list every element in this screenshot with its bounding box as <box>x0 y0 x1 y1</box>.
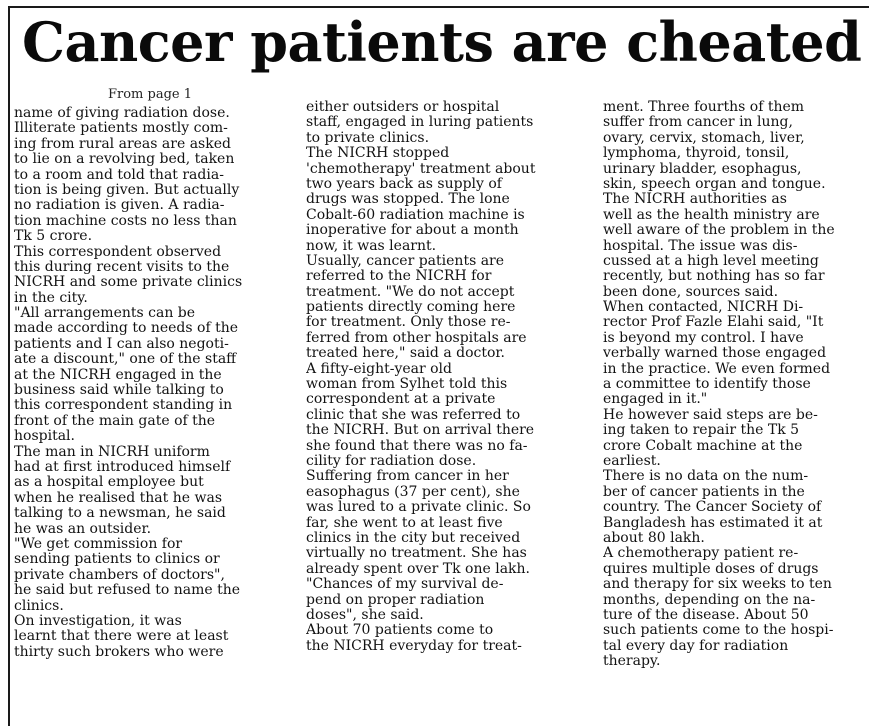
text-line: About 70 patients come to <box>306 623 494 639</box>
text-line: The NICRH stopped <box>306 146 450 162</box>
text-line: the NICRH. But on arrival there <box>306 423 535 439</box>
text-line: suffer from cancer in lung, <box>603 115 793 131</box>
article-headline: Cancer patients are cheated <box>22 10 862 74</box>
left-border-rule <box>8 6 10 726</box>
text-line: clinic that she was referred to <box>306 407 521 423</box>
text-line: sending patients to clinics or <box>14 552 220 568</box>
text-line: On investigation, it was <box>14 613 182 629</box>
text-line: 'chemotherapy' treatment about <box>306 161 536 177</box>
text-line: quires multiple doses of drugs <box>603 561 819 577</box>
text-line: to private clinics. <box>306 130 430 146</box>
text-line: When contacted, NICRH Di- <box>603 300 804 316</box>
text-line: treatment. "We do not accept <box>306 284 515 300</box>
text-line: doses", she said. <box>306 607 424 623</box>
text-line: name of giving radiation dose. <box>14 106 230 121</box>
text-line: patients directly coming here <box>306 300 516 316</box>
text-line: well as the health ministry are <box>603 207 820 223</box>
article-column-1 <box>14 106 282 660</box>
text-line: This correspondent observed <box>14 244 222 260</box>
text-line: at the NICRH engaged in the <box>14 367 222 383</box>
text-line: Usually, cancer patients are <box>306 253 505 269</box>
text-line: A fifty-eight-year old <box>306 361 452 377</box>
text-line: country. The Cancer Society of <box>603 500 822 516</box>
text-line: The NICRH authorities as <box>603 192 787 208</box>
text-line: ture of the disease. About 50 <box>603 607 809 623</box>
text-line: ing taken to repair the Tk 5 <box>603 423 800 439</box>
text-line: to a room and told that radia- <box>14 167 224 183</box>
text-line: was lured to a private clinic. So <box>306 500 531 516</box>
text-line: already spent over Tk one lakh. <box>306 561 530 577</box>
text-line: correspondent at a private <box>306 392 496 408</box>
text-line: she found that there was no fa- <box>306 438 528 454</box>
text-line: cility for radiation dose. <box>306 453 477 469</box>
text-line: tion machine costs no less than <box>14 213 237 229</box>
text-line: easophagus (37 per cent), she <box>306 484 520 500</box>
text-line: this during recent visits to the <box>14 259 230 275</box>
text-line: cussed at a high level meeting <box>603 253 819 269</box>
text-line: ate a discount," one of the staff <box>14 352 237 368</box>
text-line: therapy. <box>603 654 661 670</box>
text-line: months, depending on the na- <box>603 592 816 608</box>
text-line: thirty such brokers who were <box>14 644 224 660</box>
text-line: Suffering from cancer in her <box>306 469 509 485</box>
top-border-rule <box>8 6 869 8</box>
text-line: lymphoma, thyroid, tonsil, <box>603 146 790 162</box>
text-line: far, she went to at least five <box>306 515 503 531</box>
text-line: and therapy for six weeks to ten <box>603 577 832 593</box>
text-line: clinics. <box>14 598 64 614</box>
text-line: in the city. <box>14 290 88 306</box>
text-line: ferred from other hospitals are <box>306 330 527 346</box>
text-line: He however said steps are be- <box>603 407 818 423</box>
text-line: when he realised that he was <box>14 490 222 506</box>
text-line: Illiterate patients mostly com- <box>14 121 228 137</box>
text-line: Bangladesh has estimated it at <box>603 515 823 531</box>
text-line: NICRH and some private clinics <box>14 275 243 291</box>
text-line: private chambers of doctors", <box>14 567 225 583</box>
text-line: either outsiders or hospital <box>306 100 500 115</box>
text-line: recently, but nothing has so far <box>603 269 825 285</box>
text-line: drugs was stopped. The lone <box>306 192 510 208</box>
text-line: he was an outsider. <box>14 521 152 537</box>
text-line: inoperative for about a month <box>306 223 519 239</box>
text-line: "We get commission for <box>14 536 183 552</box>
text-line: front of the main gate of the <box>14 413 216 429</box>
text-line: had at first introduced himself <box>14 459 231 475</box>
text-line: "All arrangements can be <box>14 306 196 322</box>
text-line: for treatment. Only those re- <box>306 315 511 331</box>
text-line: urinary bladder, esophagus, <box>603 161 802 177</box>
text-line: is beyond my control. I have <box>603 330 804 346</box>
text-line: in the practice. We even formed <box>603 361 831 377</box>
text-line: There is no data on the num- <box>603 469 809 485</box>
text-line: Cobalt-60 radiation machine is <box>306 207 525 223</box>
text-line: tal every day for radiation <box>603 638 789 654</box>
text-line: referred to the NICRH for <box>306 269 492 285</box>
article-column-3 <box>603 100 865 669</box>
text-line: ber of cancer patients in the <box>603 484 805 500</box>
text-line: hospital. <box>14 429 75 445</box>
text-line: no radiation is given. A radia- <box>14 198 225 214</box>
text-line: treated here," said a doctor. <box>306 346 506 362</box>
text-line: skin, speech organ and tongue. <box>603 176 826 192</box>
text-line: patients and I can also negoti- <box>14 336 229 352</box>
text-line: verbally warned those engaged <box>603 346 827 362</box>
text-line: earliest. <box>603 453 661 469</box>
text-line: well aware of the problem in the <box>603 223 835 239</box>
text-line: crore Cobalt machine at the <box>603 438 803 454</box>
text-line: woman from Sylhet told this <box>306 377 508 393</box>
text-line: now, it was learnt. <box>306 238 437 254</box>
text-line: two years back as supply of <box>306 176 502 192</box>
text-line: ment. Three fourths of them <box>603 100 805 115</box>
text-line: been done, sources said. <box>603 284 779 300</box>
text-line: such patients come to the hospi- <box>603 623 834 639</box>
article-column-2 <box>306 100 574 654</box>
text-line: talking to a newsman, he said <box>14 506 226 522</box>
text-line: to lie on a revolving bed, taken <box>14 152 235 168</box>
text-line: learnt that there were at least <box>14 629 229 645</box>
text-line: about 80 lakh. <box>603 530 705 546</box>
text-line: rector Prof Fazle Elahi said, "It <box>603 315 824 331</box>
text-line: Tk 5 crore. <box>14 229 93 245</box>
text-line: ovary, cervix, stomach, liver, <box>603 130 805 146</box>
text-line: pend on proper radiation <box>306 592 485 608</box>
text-line: clinics in the city but received <box>306 530 521 546</box>
text-line: a committee to identify those <box>603 377 811 393</box>
text-line: the NICRH everyday for treat- <box>306 638 522 654</box>
text-line: tion is being given. But actually <box>14 182 240 198</box>
text-line: he said but refused to name the <box>14 583 241 599</box>
text-line: as a hospital employee but <box>14 475 204 491</box>
text-line: virtually no treatment. She has <box>306 546 527 562</box>
text-line: business said while talking to <box>14 383 224 399</box>
text-line: The man in NICRH uniform <box>14 444 210 460</box>
jump-label: From page 1 <box>108 87 193 102</box>
text-line: ing from rural areas are asked <box>14 136 231 152</box>
text-line: this correspondent standing in <box>14 398 233 414</box>
text-line: hospital. The issue was dis- <box>603 238 798 254</box>
text-line: made according to needs of the <box>14 321 239 337</box>
text-line: staff, engaged in luring patients <box>306 115 534 131</box>
text-line: "Chances of my survival de- <box>306 577 504 593</box>
text-line: A chemotherapy patient re- <box>603 546 799 562</box>
text-line: engaged in it." <box>603 392 708 408</box>
